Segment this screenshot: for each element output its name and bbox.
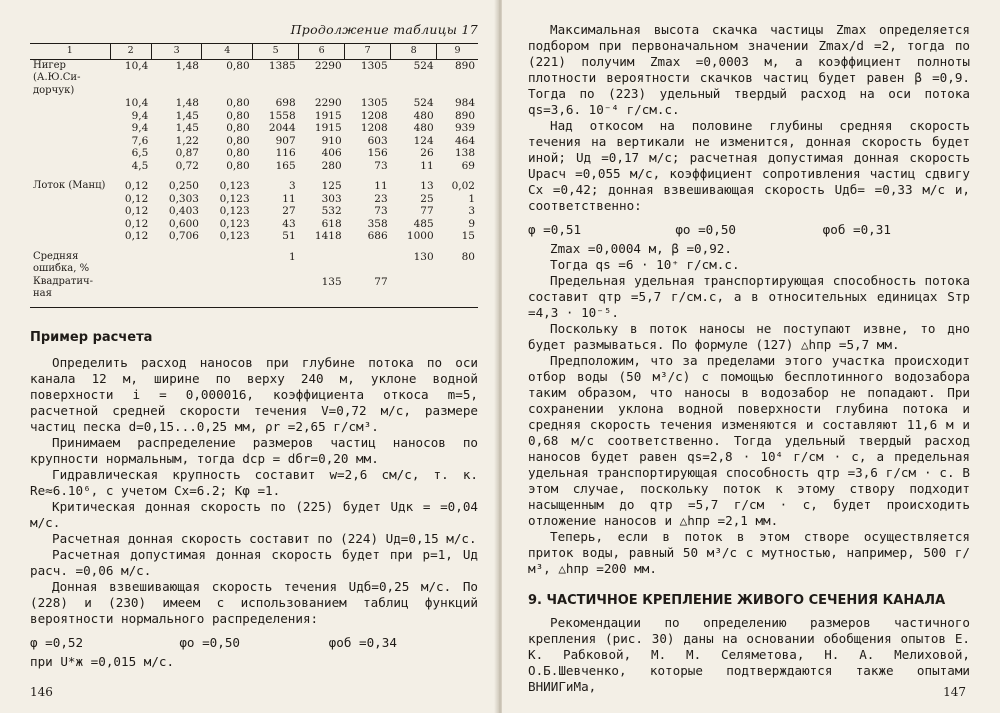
table-cell: 0,12	[124, 192, 149, 205]
table-cell: 1,22	[175, 134, 199, 147]
right-paragraph-8: Теперь, если в поток в этом створе осуществляется приток воды, равный 50 м³/с с мутностью, например, 500 г/м³, △hпр =200 мм.	[528, 529, 970, 576]
table-cell: 890	[454, 109, 475, 122]
table-cell: 0,87	[175, 147, 199, 159]
table-row	[30, 205, 478, 218]
table-cell	[110, 276, 151, 308]
table-header-cell: 6	[299, 44, 345, 60]
table-cell: 51	[282, 230, 296, 242]
table-cell: 0,600	[168, 217, 199, 230]
table-header-cell: 9	[437, 44, 478, 60]
table-header-cell: 1	[30, 44, 110, 60]
row-label	[30, 110, 110, 123]
page-number-left: 146	[30, 685, 53, 699]
table-cell: 23	[374, 192, 388, 205]
row-label	[30, 160, 110, 173]
table-cell: 1,45	[175, 122, 199, 134]
table-cell: 698	[275, 97, 296, 109]
table-cell: 138	[454, 147, 475, 159]
table-cell: 280	[321, 159, 342, 172]
page-number-right: 147	[943, 685, 966, 699]
coef-phi-ob-right: φoб =0,31	[822, 222, 891, 237]
table-cell: 0,12	[124, 230, 149, 242]
table-cell: 0,123	[219, 205, 250, 217]
row-label	[30, 230, 110, 243]
table-cell: 2290	[314, 59, 342, 72]
table-cell: 0,403	[168, 205, 199, 217]
right-paragraph-7: Предположим, что за пределами этого участка происходит отбор воды (50 м³/с) с помощью бесплотинного водозабора таким образом, что наносы в водозабор не попадают. При сохранении уклона водной поверхности глубина потока и средняя скорость течения изменяются и составляют 11,6 м и 0,68 м/с соответственно. Тогда удельный твердый расход наносов будет равен qs=2,8 · 10⁴ г/см · с, а предельная удельная транспортирующая способность qтр =3,6 г/см · с. В этом случае, поскольку поток к этому створу подходит насыщенным до qтр =5,7 г/см · с, будет происходить отложение наносов и △hпр =2,1 мм.	[528, 353, 970, 528]
table-cell: 0,80	[226, 122, 250, 134]
table-cell: 0,123	[219, 192, 250, 205]
table-cell: 1305	[360, 59, 388, 72]
table-row	[30, 122, 478, 135]
example-paragraph-1: Определить расход наносов при глубине потока по оси канала 12 м, ширине по верху 240 м, уклоне водной поверхности i = 0,000016, коэффициента откоса m=5, расчетной средней скорости течения V=0,72 м/с, размере частиц песка d=0,15...0,25 мм, ρr =2,65 г/см³.	[30, 354, 478, 434]
table-cell: 77	[345, 276, 391, 308]
table-cell: 0,123	[219, 217, 250, 230]
table-cell: 0,12	[124, 180, 149, 192]
example-paragraph-4: Критическая донная скорость по (225) будет Uдк = =0,04 м/с.	[30, 498, 478, 530]
table-cell: 1000	[406, 230, 434, 242]
table-cell	[437, 276, 478, 308]
table-cell: 406	[321, 147, 342, 159]
row-label: Нигер (А.Ю.Си-дорчук)	[33, 59, 81, 96]
table-cell: 1915	[314, 122, 342, 134]
table-cell: 4,5	[131, 159, 149, 172]
table-cell	[391, 276, 437, 308]
table-cell: 984	[454, 97, 475, 109]
table-cell: 11	[282, 192, 296, 205]
table-row	[30, 97, 478, 110]
right-paragraph-2: Над откосом на половине глубины средняя скорость течения на вертикали не изменится, донная скорость будет иной; Uд =0,17 м/с; расчетная допустимая донная скорость Uрасч =0,055 м/с, коэффициент сопротивления частиц сдвигу Cх =0,42; донная взвешивающая скорость Uдб= =0,33 м/с и, соответственно:	[528, 118, 970, 213]
table-cell: 0,80	[226, 97, 250, 109]
example-paragraph-6: Расчетная допустимая донная скорость будет при p=1, Uд расч. =0,06 м/с.	[30, 546, 478, 578]
table-cell: 3	[288, 180, 296, 192]
row-label	[30, 193, 110, 206]
table-cell: 1558	[268, 109, 296, 122]
table-cell: 1,48	[175, 59, 199, 72]
table-cell: 0,02	[451, 180, 475, 192]
table-cell: 13	[420, 180, 434, 192]
table-cell: 135	[299, 276, 345, 308]
table-header-cell: 7	[345, 44, 391, 60]
table-row	[30, 230, 478, 243]
table-cell: 15	[461, 230, 475, 242]
table-cell: 358	[367, 217, 388, 230]
row-label: Средняя ошибка, %	[33, 250, 90, 274]
table-cell: 480	[413, 109, 434, 122]
coef-phi: φ =0,52	[30, 634, 84, 650]
table-cell: 0,80	[226, 59, 250, 72]
chapter-title: 9. ЧАСТИЧНОЕ КРЕПЛЕНИЕ ЖИВОГО СЕЧЕНИЯ КАНАЛА	[528, 593, 946, 608]
table-cell: 130	[413, 250, 434, 263]
table-cell: 1	[468, 192, 475, 205]
table-row	[30, 135, 478, 148]
table-cell: 125	[321, 180, 342, 192]
table-cell: 73	[374, 205, 388, 217]
table-gap	[30, 172, 478, 180]
table-cell: 1915	[314, 109, 342, 122]
table-cell	[202, 251, 253, 276]
table-cell: 2044	[268, 122, 296, 134]
table-cell: 116	[275, 147, 296, 159]
table-row	[30, 218, 478, 231]
table-cell: 1	[288, 250, 296, 263]
table-cell: 907	[275, 134, 296, 147]
coefficients-left	[30, 635, 478, 650]
table-cell: 27	[282, 205, 296, 217]
example-title: Пример расчета	[30, 329, 153, 345]
right-paragraph-6: Поскольку в поток наносы не поступают извне, то дно будет размываться. По формуле (127) △hпр =5,7 мм.	[528, 321, 970, 352]
table-cell: 6,5	[131, 147, 149, 159]
table-header-cell: 3	[151, 44, 202, 60]
right-paragraph-9: Рекомендации по определению размеров частичного крепления (рис. 30) даны на основании обобщения опытов Е. К. Рабковой, М. М. Селяметова, Н. А. Мелиховой, О.Б.Шевченко, которые подтверждаются также опытами ВНИИГиМа,	[528, 615, 970, 694]
table-cell: 0,706	[168, 230, 199, 242]
table-cell: 532	[321, 205, 342, 217]
example-paragraph-7: Донная взвешивающая скорость течения Uдб=0,25 м/с. По (228) и (230) имеем с использованием таблиц функций вероятности нормального распределения:	[30, 578, 478, 626]
right-page	[502, 0, 1000, 713]
example-paragraph-2: Принимаем распределение размеров частиц наносов по крупности нормальным, тогда dср = dбr=0,20 мм.	[30, 434, 478, 466]
example-paragraph-5: Расчетная донная скорость составит по (224) Uд=0,15 м/с.	[52, 530, 477, 546]
table-cell: 1208	[360, 109, 388, 122]
table-cell: 890	[454, 59, 475, 72]
table-cell: 1305	[360, 97, 388, 109]
table-cell: 0,80	[226, 134, 250, 147]
table-cell: 480	[413, 122, 434, 134]
table-cell: 524	[413, 97, 434, 109]
table-continuation-title: Продолжение таблицы 17	[290, 22, 478, 37]
table-cell: 80	[461, 250, 475, 263]
table-cell: 11	[420, 159, 434, 172]
example-paragraph-3: Гидравлическая крупность составит w=2,6 см/с, т. к. Re≈6.10⁶, с учетом Cх=6.2; Кφ =1.	[30, 466, 478, 498]
row-label: Квадратич-ная	[30, 276, 110, 308]
table-row	[30, 180, 478, 193]
right-paragraph-3: Zmax =0,0004 м, β =0,92.	[550, 241, 732, 256]
table-cell: 9,4	[131, 109, 149, 122]
table-cell: 0,303	[168, 192, 199, 205]
table-cell: 0,123	[219, 230, 250, 242]
row-label	[30, 135, 110, 148]
table-cell: 603	[367, 134, 388, 147]
table-cell: 939	[454, 122, 475, 134]
table-cell	[151, 251, 202, 276]
table-cell: 0,250	[168, 180, 199, 192]
table-gap	[30, 243, 478, 251]
table-cell: 26	[420, 147, 434, 159]
table-cell: 43	[282, 217, 296, 230]
table-cell: 156	[367, 147, 388, 159]
row-label: Лоток (Манц)	[33, 180, 106, 191]
table-cell	[110, 251, 151, 276]
table-row	[30, 276, 478, 308]
table-cell	[345, 251, 391, 276]
table-cell: 1418	[314, 230, 342, 242]
row-label	[30, 218, 110, 231]
table-cell: 0,80	[226, 159, 250, 172]
coefficients-right	[528, 222, 970, 237]
table-header-cell: 2	[110, 44, 151, 60]
data-table	[30, 43, 478, 308]
table-cell: 11	[374, 180, 388, 192]
table-cell: 7,6	[131, 134, 149, 147]
row-label	[30, 97, 110, 110]
row-label	[30, 147, 110, 160]
table-row	[30, 251, 478, 276]
table-cell: 9	[468, 217, 475, 230]
table-cell: 9,4	[131, 122, 149, 134]
table-cell: 618	[321, 217, 342, 230]
table-row	[30, 110, 478, 123]
table-cell: 10,4	[124, 97, 149, 109]
row-label	[30, 122, 110, 135]
table-body	[30, 59, 478, 307]
right-paragraph-4: Тогда qs =6 · 10⁺ г/см.с.	[550, 257, 740, 272]
table-header-cell: 5	[253, 44, 299, 60]
table-header-row	[30, 44, 478, 60]
table-cell: 0,80	[226, 147, 250, 159]
table-cell: 10,4	[124, 59, 149, 72]
table-cell: 0,80	[226, 109, 250, 122]
table-cell: 1,48	[175, 97, 199, 109]
coef-phi-o: φo =0,50	[179, 634, 240, 650]
row-label	[30, 205, 110, 218]
example-paragraph-8: при U*ж =0,015 м/с.	[30, 653, 175, 669]
table-cell	[151, 276, 202, 308]
table-cell: 464	[454, 134, 475, 147]
table-row	[30, 160, 478, 173]
table-cell	[253, 276, 299, 308]
table-row	[30, 193, 478, 206]
table-cell: 25	[420, 192, 434, 205]
coef-phi-ob: φoб =0,34	[328, 634, 397, 650]
table-header-cell: 8	[391, 44, 437, 60]
table-cell: 0,123	[219, 180, 250, 192]
table-cell: 0,72	[175, 159, 199, 172]
table-row	[30, 147, 478, 160]
table-cell	[202, 276, 253, 308]
table-cell: 1208	[360, 122, 388, 134]
coef-phi-right: φ =0,51	[528, 222, 582, 237]
table-cell: 524	[413, 59, 434, 72]
table-header-cell: 4	[202, 44, 253, 60]
table-cell: 69	[461, 159, 475, 172]
table-cell	[299, 251, 345, 276]
table-cell: 910	[321, 134, 342, 147]
table-cell: 0,12	[124, 217, 149, 230]
table-cell: 0,12	[124, 205, 149, 217]
table-cell: 485	[413, 217, 434, 230]
left-page	[0, 0, 498, 713]
right-paragraph-1: Максимальная высота скачка частицы Zmax определяется подбором при первоначальном значении Zmax/d =2, тогда по (221) получим Zmax =0,0003 м, а коэффициент полноты плотности вероятности скачков частиц будет равен β =0,9. Тогда по (223) удельный твердый расход на оси потока qs=3,6. 10⁻⁴ г/см.с.	[528, 22, 970, 117]
table-cell: 73	[374, 159, 388, 172]
table-row	[30, 59, 478, 97]
table-cell: 1,45	[175, 109, 199, 122]
table-cell: 124	[413, 134, 434, 147]
table-cell: 77	[420, 205, 434, 217]
right-paragraph-5: Предельная удельная транспортирующая способность потока составит qтр =5,7 г/см.с, а в относительных единицах Sтр =4,3 · 10⁻⁵.	[528, 273, 970, 320]
coef-phi-o-right: φo =0,50	[675, 222, 736, 237]
table-cell: 3	[468, 205, 475, 217]
table-cell: 1385	[268, 59, 296, 72]
table-cell: 2290	[314, 97, 342, 109]
table-cell: 303	[321, 192, 342, 205]
table-cell: 165	[275, 159, 296, 172]
table-cell: 686	[367, 230, 388, 242]
